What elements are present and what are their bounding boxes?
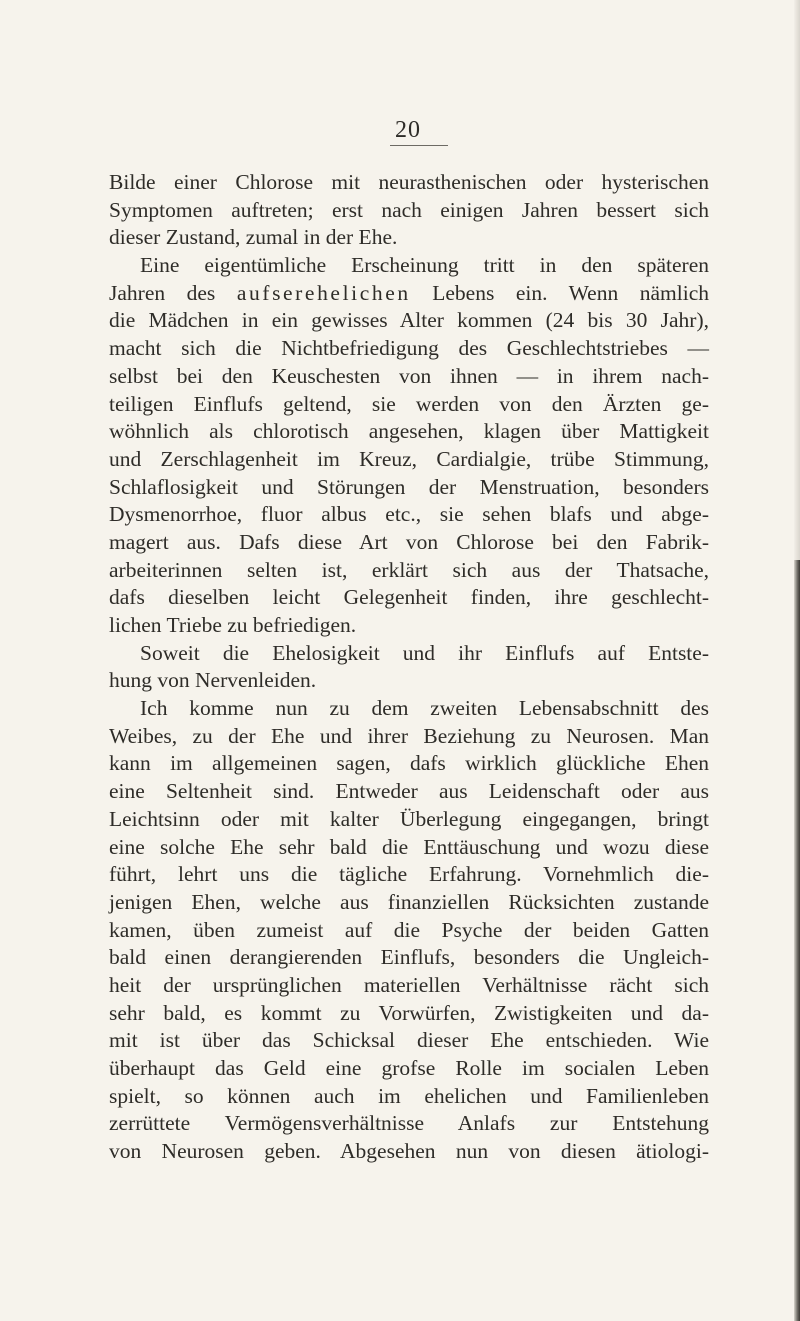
text-line: von Neurosen geben. Abgesehen nun von diesen ätiologi-: [109, 1139, 709, 1164]
text-line: Ich komme nun zu dem zweiten Lebensabschnitt des: [140, 696, 709, 721]
text-line: lichen Triebe zu befriedigen.: [109, 613, 357, 637]
emphasis-spaced: aufserehelichen: [236, 280, 411, 305]
text-line: überhaupt das Geld eine grofse Rolle im socialen Leben: [109, 1056, 709, 1080]
text-line: dafs dieselben leicht Gelegenheit finden, ihre geschlecht-: [109, 585, 709, 610]
text-line: Symptomen auftreten; erst nach einigen Jahren bessert sich: [109, 197, 709, 222]
text-line: sehr bald, es kommt zu Vorwürfen, Zwistigkeiten und da-: [109, 1000, 709, 1025]
page-edge-shadow: [794, 560, 800, 1321]
text-line: bald einen derangierenden Einflufs, besonders die Ungleich-: [109, 945, 709, 970]
text-line: jenigen Ehen, welche aus finanziellen Rücksichten zustande: [109, 889, 709, 914]
text-line: Dysmenorrhoe, fluor albus etc., sie sehen blafs und abge-: [109, 502, 709, 527]
text-line: die Mädchen in ein gewisses Alter kommen (24 bis 30 Jahr),: [109, 308, 709, 333]
text-line: hung von Nervenleiden.: [109, 668, 317, 693]
text-line: führt, lehrt uns die tägliche Erfahrung. Vornehmlich die-: [109, 862, 709, 887]
text-line: mit ist über das Schicksal dieser Ehe entschieden. Wie: [109, 1028, 709, 1053]
text-line: dieser Zustand, zumal in der Ehe.: [109, 225, 398, 250]
text-line: selbst bei den Keuschesten von ihnen — in ihrem nach-: [109, 363, 709, 388]
text-line: Weibes, zu der Ehe und ihrer Beziehung zu Neurosen. Man: [109, 723, 709, 748]
text-line: zerrüttete Vermögensverhältnisse Anlafs zur Entstehung: [109, 1111, 709, 1136]
text-segment: Lebens ein. Wenn nämlich: [410, 280, 709, 305]
text-line: teiligen Einflufs geltend, sie werden von den Ärzten ge-: [109, 391, 709, 416]
text-line: Eine eigentümliche Erscheinung tritt in den späteren: [140, 253, 709, 278]
text-line: kann im allgemeinen sagen, dafs wirklich glückliche Ehen: [109, 751, 709, 776]
text-line: wöhnlich als chlorotisch angesehen, klagen über Mattigkeit: [109, 419, 709, 444]
text-line: kamen, üben zumeist auf die Psyche der beiden Gatten: [109, 917, 709, 942]
text-line: und Zerschlagenheit im Kreuz, Cardialgie, trübe Stimmung,: [109, 446, 709, 471]
text-line: eine solche Ehe sehr bald die Enttäuschung und wozu diese: [109, 834, 709, 859]
page-number-rule: [390, 145, 448, 146]
text-line: Bilde einer Chlorose mit neurasthenischen oder hysterischen: [109, 170, 709, 194]
text-line: magert aus. Dafs diese Art von Chlorose bei den Fabrik-: [109, 529, 709, 554]
text-line: Leichtsinn oder mit kalter Überlegung eingegangen, bringt: [109, 806, 709, 831]
text-line: Soweit die Ehelosigkeit und ihr Einflufs auf Entste-: [140, 640, 709, 665]
text-line: heit der ursprünglichen materiellen Verhältnisse rächt sich: [109, 972, 709, 997]
text-line: [109, 280, 709, 308]
page-edge-shadow-top: [794, 0, 800, 560]
body-text: [109, 169, 709, 1166]
text-line: spielt, so können auch im ehelichen und Familienleben: [109, 1083, 709, 1108]
page-number: 20: [395, 117, 421, 143]
text-segment: Jahren des: [109, 280, 237, 305]
text-line: arbeiterinnen selten ist, erklärt sich aus der Thatsache,: [109, 557, 709, 582]
text-line: macht sich die Nichtbefriedigung des Geschlechtstriebes —: [109, 336, 709, 361]
text-line: Schlaflosigkeit und Störungen der Menstruation, besonders: [109, 474, 709, 499]
text-line: eine Seltenheit sind. Entweder aus Leidenschaft oder aus: [109, 779, 709, 804]
